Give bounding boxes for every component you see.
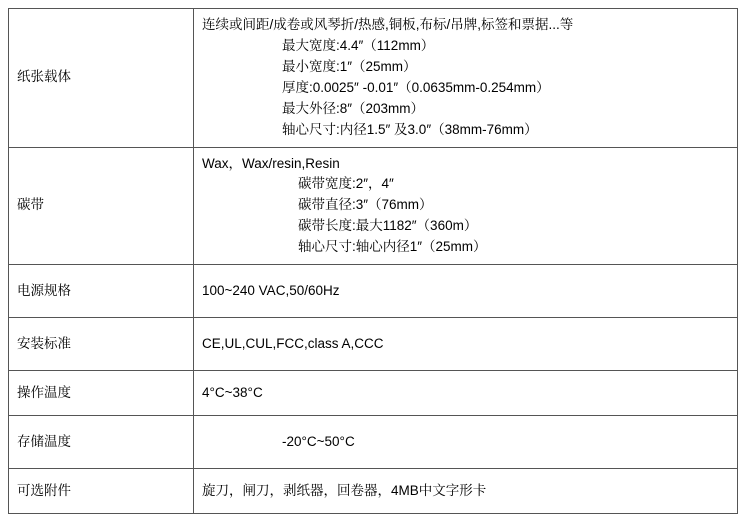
value-line: 4°C~38°C bbox=[202, 384, 263, 400]
row-value-power-spec bbox=[194, 265, 738, 318]
value-line: 最小宽度:1″（25mm） bbox=[282, 58, 417, 74]
row-value-optional-accessories bbox=[194, 469, 738, 514]
table-row bbox=[9, 318, 738, 371]
value-line: Wax，Wax/resin,Resin bbox=[202, 155, 340, 171]
row-label-ribbon bbox=[9, 147, 194, 265]
value-line: 碳带长度:最大1182″（360m） bbox=[298, 218, 478, 234]
value-line: 轴心尺寸:轴心内径1″（25mm） bbox=[298, 239, 487, 255]
row-value-paper-media bbox=[194, 9, 738, 148]
row-label-text: 可选附件 bbox=[17, 482, 71, 498]
row-label-storage-temperature bbox=[9, 416, 194, 469]
row-label-paper-media bbox=[9, 9, 194, 148]
row-label-text: 操作温度 bbox=[17, 384, 71, 400]
row-value-certification bbox=[194, 318, 738, 371]
value-line: 厚度:0.0025″ -0.01″（0.0635mm-0.254mm） bbox=[282, 79, 550, 95]
row-label-optional-accessories bbox=[9, 469, 194, 514]
table-row bbox=[9, 9, 738, 148]
row-label-operating-temperature bbox=[9, 371, 194, 416]
value-line: CE,UL,CUL,FCC,class A,CCC bbox=[202, 335, 384, 351]
table-row bbox=[9, 371, 738, 416]
table-row bbox=[9, 147, 738, 265]
value-line: 最大外径:8″（203mm） bbox=[282, 100, 425, 116]
specification-table-body bbox=[9, 9, 738, 514]
value-line: -20°C~50°C bbox=[282, 433, 355, 449]
value-line: 轴心尺寸:内径1.5″ 及3.0″（38mm-76mm） bbox=[282, 121, 538, 137]
row-label-text: 存储温度 bbox=[17, 433, 71, 449]
value-line: 旋刀，闸刀，剥纸器，回卷器，4MB中文字形卡 bbox=[202, 482, 487, 498]
table-row bbox=[9, 265, 738, 318]
value-line: 碳带宽度:2″，4″ bbox=[298, 176, 394, 192]
row-label-text: 安装标准 bbox=[17, 335, 71, 351]
row-value-ribbon bbox=[194, 147, 738, 265]
row-label-text: 电源规格 bbox=[17, 282, 71, 298]
table-row bbox=[9, 469, 738, 514]
row-label-power-spec bbox=[9, 265, 194, 318]
row-value-operating-temperature bbox=[194, 371, 738, 416]
value-line: 100~240 VAC,50/60Hz bbox=[202, 282, 340, 298]
value-line: 连续或间距/成卷或风琴折/热感,铜板,布标/吊牌,标签和票据...等 bbox=[202, 17, 574, 32]
value-line: 碳带直径:3″（76mm） bbox=[298, 197, 433, 213]
row-label-text: 纸张载体 bbox=[17, 69, 71, 85]
row-label-text: 碳带 bbox=[17, 197, 44, 213]
specification-table bbox=[8, 8, 738, 514]
table-row bbox=[9, 416, 738, 469]
row-value-storage-temperature bbox=[194, 416, 738, 469]
row-label-certification bbox=[9, 318, 194, 371]
value-line: 最大宽度:4.4″（112mm） bbox=[282, 37, 435, 53]
